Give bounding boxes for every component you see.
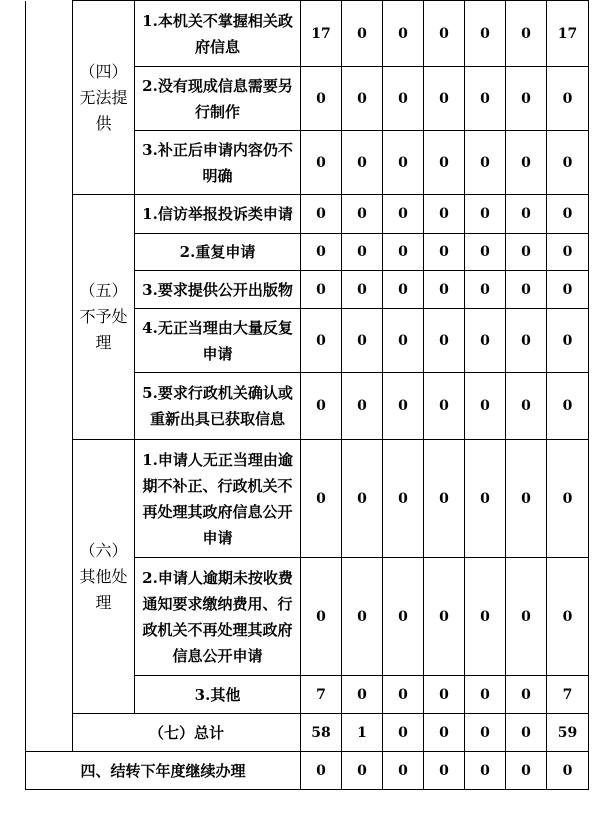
table-row (26, 195, 589, 234)
value-cell: 0 (301, 131, 342, 195)
value-cell: 7 (301, 676, 342, 714)
value-cell: 0 (383, 271, 424, 309)
value-cell: 0 (506, 67, 547, 131)
value-cell: 0 (301, 440, 342, 558)
carry-over-value-cell: 0 (506, 752, 547, 790)
value-cell: 0 (547, 558, 589, 676)
carry-over-value-cell: 0 (301, 752, 342, 790)
value-cell: 0 (301, 309, 342, 373)
value-cell: 7 (547, 676, 589, 714)
value-cell: 0 (547, 373, 589, 440)
total-row (26, 714, 589, 752)
total-value-cell: 0 (383, 714, 424, 752)
item-label: 2.没有现成信息需要另行制作 (135, 67, 301, 131)
total-value-cell: 1 (342, 714, 383, 752)
value-cell: 0 (383, 676, 424, 714)
value-cell: 0 (424, 373, 465, 440)
carry-over-label: 四、结转下年度继续办理 (26, 752, 301, 790)
value-cell: 0 (342, 558, 383, 676)
outer-blank-cell (26, 1, 73, 752)
value-cell: 0 (465, 558, 506, 676)
item-label: 4.无正当理由大量反复申请 (135, 309, 301, 373)
carry-over-value-cell: 0 (547, 752, 589, 790)
value-cell: 0 (465, 67, 506, 131)
value-cell: 0 (424, 131, 465, 195)
value-cell: 0 (383, 373, 424, 440)
value-cell: 0 (342, 440, 383, 558)
value-cell: 0 (547, 67, 589, 131)
value-cell: 0 (301, 271, 342, 309)
value-cell: 0 (465, 195, 506, 234)
item-label: 2.申请人逾期未按收费通知要求缴纳费用、行政机关不再处理其政府信息公开申请 (135, 558, 301, 676)
value-cell: 0 (547, 271, 589, 309)
value-cell: 0 (506, 558, 547, 676)
value-cell: 0 (506, 271, 547, 309)
carry-over-row (26, 752, 589, 790)
total-value-cell: 58 (301, 714, 342, 752)
value-cell: 0 (424, 309, 465, 373)
value-cell: 0 (424, 67, 465, 131)
value-cell: 0 (342, 131, 383, 195)
category-cell: （四）无法提供 (73, 1, 135, 195)
item-label: 3.补正后申请内容仍不明确 (135, 131, 301, 195)
value-cell: 0 (424, 271, 465, 309)
category-cell: （六）其他处理 (73, 440, 135, 714)
value-cell: 17 (301, 1, 342, 67)
value-cell: 0 (424, 234, 465, 271)
value-cell: 0 (465, 676, 506, 714)
value-cell: 0 (342, 67, 383, 131)
value-cell: 0 (301, 234, 342, 271)
total-value-cell: 0 (424, 714, 465, 752)
value-cell: 0 (301, 195, 342, 234)
value-cell: 0 (547, 440, 589, 558)
value-cell: 0 (383, 131, 424, 195)
carry-over-value-cell: 0 (424, 752, 465, 790)
value-cell: 0 (424, 1, 465, 67)
total-label-text: （七）总计 (148, 723, 224, 742)
table-row (26, 440, 589, 558)
value-cell: 0 (424, 558, 465, 676)
results-table (25, 0, 589, 790)
value-cell: 0 (383, 234, 424, 271)
value-cell: 0 (506, 1, 547, 67)
value-cell: 0 (424, 676, 465, 714)
value-cell: 0 (342, 676, 383, 714)
value-cell: 0 (424, 440, 465, 558)
value-cell: 0 (301, 373, 342, 440)
item-label: 3.其他 (135, 676, 301, 714)
total-value-cell: 59 (547, 714, 589, 752)
value-cell: 0 (342, 195, 383, 234)
item-label: 3.要求提供公开出版物 (135, 271, 301, 309)
value-cell: 0 (506, 131, 547, 195)
total-value-cell: 0 (506, 714, 547, 752)
value-cell: 0 (506, 440, 547, 558)
value-cell: 0 (383, 309, 424, 373)
value-cell: 0 (465, 131, 506, 195)
value-cell: 0 (506, 309, 547, 373)
value-cell: 0 (342, 234, 383, 271)
value-cell: 0 (465, 373, 506, 440)
item-label: 2.重复申请 (135, 234, 301, 271)
value-cell: 0 (342, 1, 383, 67)
item-label: 5.要求行政机关确认或重新出具已获取信息 (135, 373, 301, 440)
category-cell: （五）不予处理 (73, 195, 135, 440)
value-cell: 0 (547, 195, 589, 234)
value-cell: 0 (383, 440, 424, 558)
document-page (25, 0, 589, 790)
total-label (73, 714, 301, 752)
value-cell: 17 (547, 1, 589, 67)
value-cell: 0 (383, 67, 424, 131)
item-label: 1.本机关不掌握相关政府信息 (135, 1, 301, 67)
value-cell: 0 (383, 195, 424, 234)
value-cell: 0 (547, 234, 589, 271)
value-cell: 0 (342, 309, 383, 373)
value-cell: 0 (465, 440, 506, 558)
carry-over-value-cell: 0 (383, 752, 424, 790)
table-row (26, 1, 589, 67)
value-cell: 0 (506, 373, 547, 440)
value-cell: 0 (465, 234, 506, 271)
value-cell: 0 (506, 195, 547, 234)
item-label: 1.信访举报投诉类申请 (135, 195, 301, 234)
item-label: 1.申请人无正当理由逾期不补正、行政机关不再处理其政府信息公开申请 (135, 440, 301, 558)
value-cell: 0 (547, 309, 589, 373)
value-cell: 0 (424, 195, 465, 234)
value-cell: 0 (301, 558, 342, 676)
carry-over-value-cell: 0 (465, 752, 506, 790)
value-cell: 0 (342, 271, 383, 309)
value-cell: 0 (383, 558, 424, 676)
total-value-cell: 0 (465, 714, 506, 752)
value-cell: 0 (301, 67, 342, 131)
value-cell: 0 (465, 271, 506, 309)
value-cell: 0 (547, 131, 589, 195)
value-cell: 0 (465, 1, 506, 67)
value-cell: 0 (342, 373, 383, 440)
value-cell: 0 (506, 676, 547, 714)
carry-over-value-cell: 0 (342, 752, 383, 790)
value-cell: 0 (465, 309, 506, 373)
value-cell: 0 (383, 1, 424, 67)
value-cell: 0 (506, 234, 547, 271)
